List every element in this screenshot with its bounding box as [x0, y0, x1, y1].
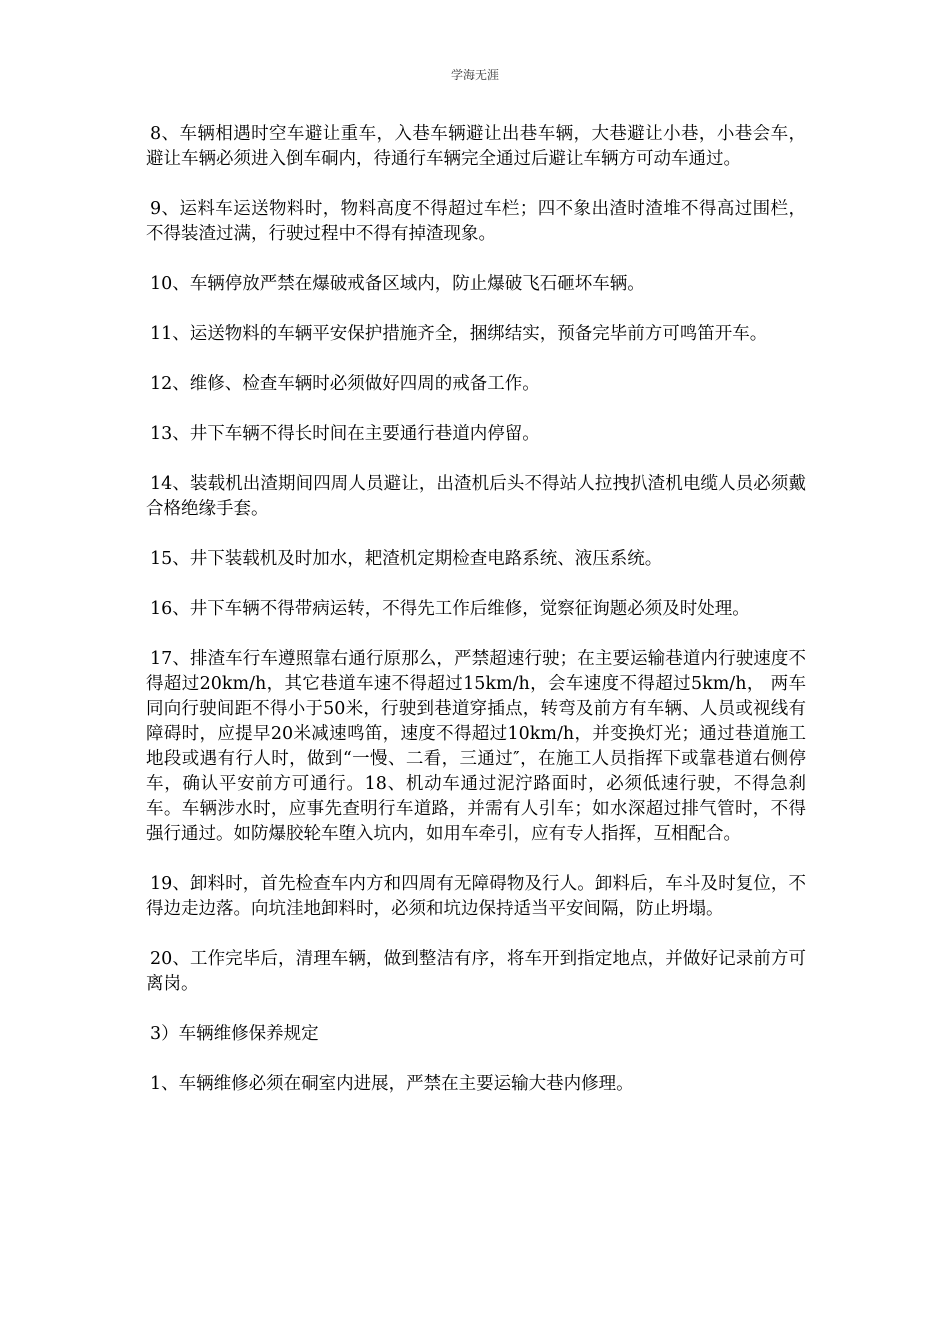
paragraph-rule-19: 19、卸料时，首先检查车内方和四周有无障碍物及行人。卸料后，车斗及时复位，不得边走边落。向坑洼地卸料时，必须和坑边保持适当平安间隔，防止坍塌。	[146, 874, 806, 919]
paragraph-rule-14: 14、装载机出渣期间四周人员避让，出渣机后头不得站人拉拽扒渣机电缆人员必须戴合格绝缘手套。	[146, 474, 806, 519]
paragraph-rule-15: 15、井下装载机及时加水，耙渣机定期检查电路系统、液压系统。	[150, 549, 663, 569]
paragraph-rule-12: 12、维修、检查车辆时必须做好四周的戒备工作。	[150, 374, 540, 394]
paragraph-rule-13: 13、井下车辆不得长时间在主要通行巷道内停留。	[150, 424, 540, 444]
page-header: 学海无涯	[450, 68, 499, 82]
paragraph-rule-16: 16、井下车辆不得带病运转，不得先工作后维修，觉察征询题必须及时处理。	[150, 599, 750, 619]
paragraph-rule-8: 8、车辆相遇时空车避让重车，入巷车辆避让出巷车辆，大巷避让小巷，小巷会车，避让车辆必须进入倒车硐内，待通行车辆完全通过后避让车辆方可动车通过。	[146, 124, 806, 169]
section-heading-maintenance: 3）车辆维修保养规定	[150, 1024, 319, 1044]
paragraph-rule-20: 20、工作完毕后，清理车辆，做到整洁有序，将车开到指定地点，并做好记录前方可离岗。	[146, 949, 806, 994]
paragraph-rule-10: 10、车辆停放严禁在爆破戒备区域内，防止爆破飞石砸坏车辆。	[150, 274, 645, 294]
paragraph-rule-11: 11、运送物料的车辆平安保护措施齐全，捆绑结实，预备完毕前方可鸣笛开车。	[150, 324, 768, 344]
paragraph-maintenance-rule-1: 1、车辆维修必须在硐室内进展，严禁在主要运输大巷内修理。	[150, 1074, 634, 1094]
paragraph-rule-9: 9、运料车运送物料时，物料高度不得超过车栏；四不象出渣时渣堆不得高过围栏，不得装渣过满，行驶过程中不得有掉渣现象。	[146, 199, 806, 244]
paragraph-rule-17-18: 17、排渣车行车遵照靠右通行原那么，严禁超速行驶；在主要运输巷道内行驶速度不得超过20km/h，其它巷道车速不得超过15km/h，会车速度不得超过5km/h， 两车同向行驶间距不得小于50米，行驶到巷道穿插点，转弯及前方有车辆、人员或视线有障碍时，应提早20米减速鸣笛，速度不得超过10km/h，并变换灯光；通过巷道施工地段或遇有行人时，做到“一慢、二看，三通过″，在施工人员指挥下或靠巷道右侧停车，确认平安前方可通行。18、机动车通过泥泞路面时，必须低速行驶，不得急刹车。车辆涉水时，应事先查明行车道路，并需有人引车；如水深超过排气管时，不得强行通过。如防爆胶轮车堕入坑内，如用车牵引，应有专人指挥，互相配合。	[146, 649, 806, 844]
document-body	[146, 122, 806, 1122]
